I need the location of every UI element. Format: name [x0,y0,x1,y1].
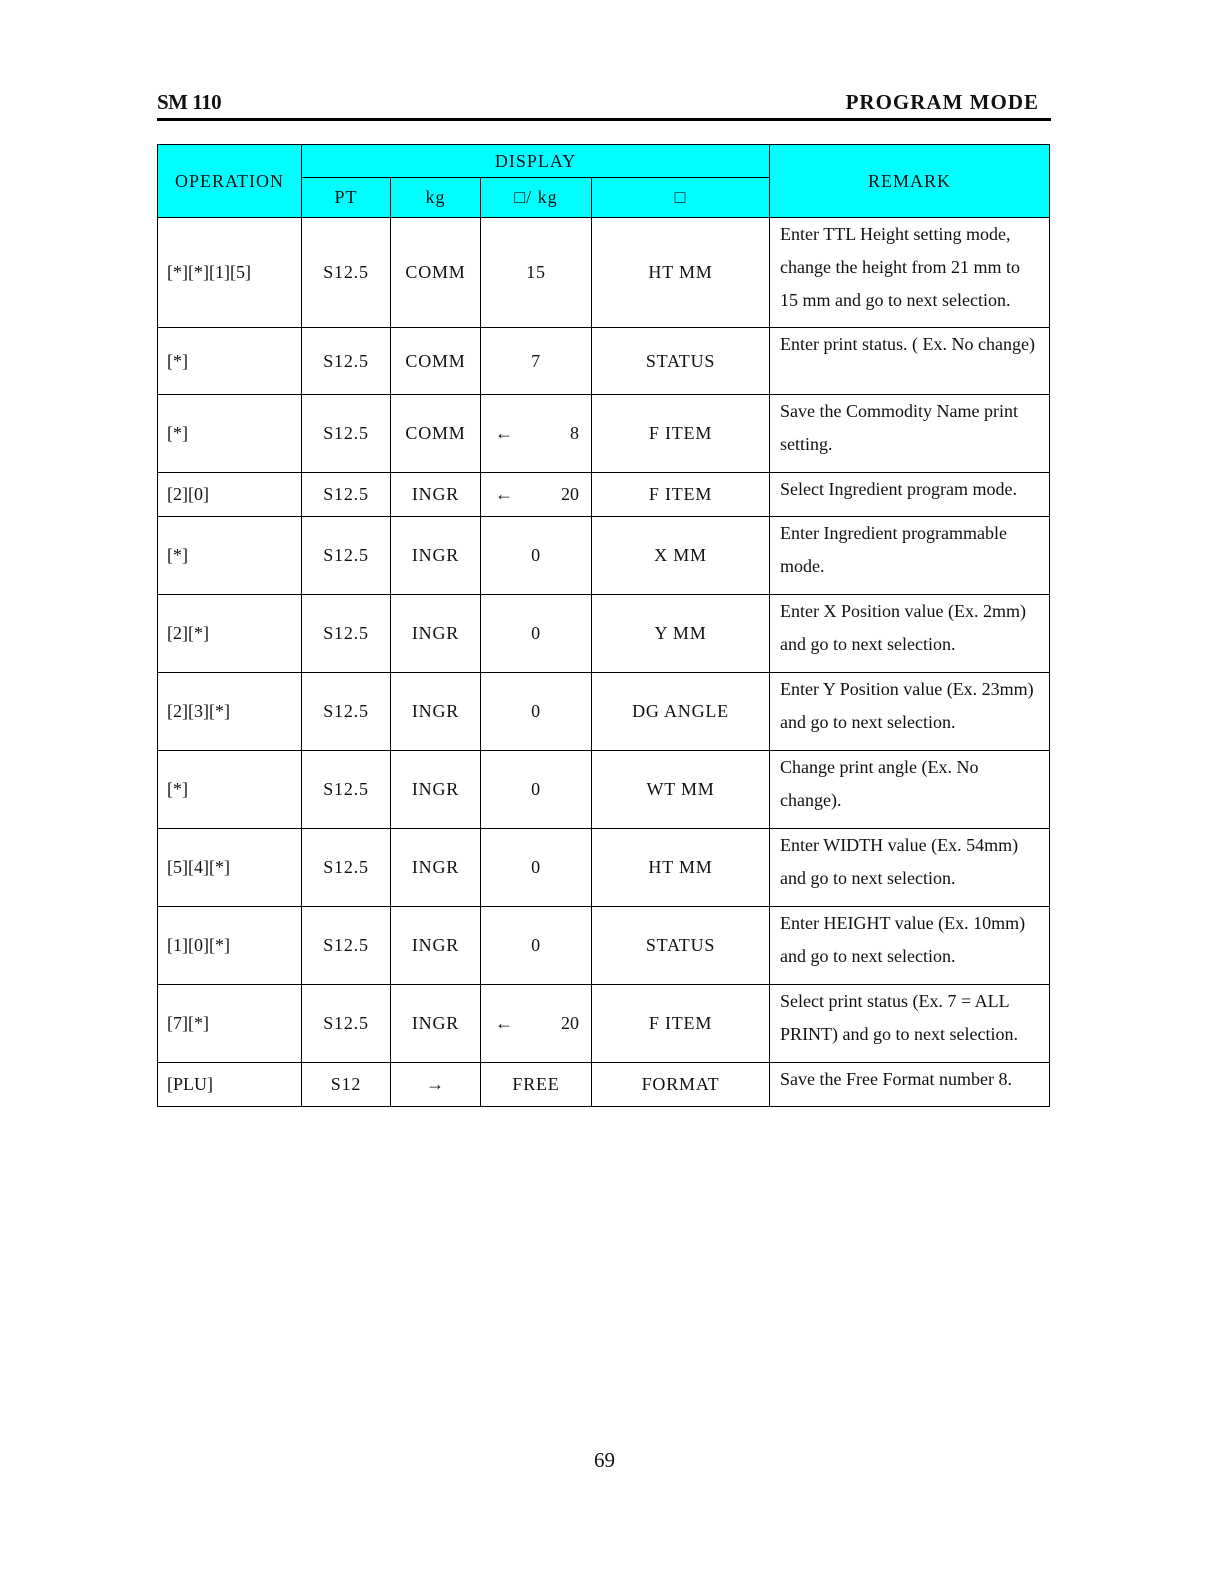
cell-kg: INGR [391,673,481,751]
cell-remark: Enter TTL Height setting mode, change the height from 21 mm to 15 mm and go to next selection. [770,218,1050,328]
cell-kg: INGR [391,985,481,1063]
value-text: FREE [512,1074,560,1094]
value-text: 15 [526,262,546,282]
cell-value [481,907,592,985]
left-arrow-icon: ← [495,423,513,443]
cell-kg: INGR [391,595,481,673]
cell-pt: S12.5 [302,829,391,907]
table-row [158,751,1050,829]
col-header-remark: REMARK [770,145,1050,218]
left-arrow-icon: ← [495,484,513,504]
cell-display: Y MM [592,595,770,673]
cell-value [481,829,592,907]
cell-remark: Enter X Position value (Ex. 2mm) and go to next selection. [770,595,1050,673]
cell-kg: INGR [391,829,481,907]
cell-kg: COMM [391,395,481,473]
page-number: 69 [594,1448,615,1472]
col-header-operation: OPERATION [158,145,302,218]
value-text: 0 [531,623,541,643]
cell-remark: Save the Free Format number 8. [770,1063,1050,1107]
cell-operation: [*] [158,517,302,595]
value-text: 0 [531,701,541,721]
value-text: 0 [531,857,541,877]
cell-operation: [*] [158,328,302,395]
page-header [157,90,1051,121]
table-row [158,473,1050,517]
table-row [158,1063,1050,1107]
cell-remark: Enter print status. ( Ex. No change) [770,328,1050,395]
header-model: SM 110 [157,90,222,114]
cell-operation: [*] [158,395,302,473]
cell-pt: S12.5 [302,751,391,829]
program-mode-table [157,144,1050,1107]
cell-remark: Enter WIDTH value (Ex. 54mm) and go to next selection. [770,829,1050,907]
cell-pt: S12.5 [302,595,391,673]
cell-value [481,1063,592,1107]
table-row [158,218,1050,328]
value-text: 0 [531,935,541,955]
cell-display: X MM [592,517,770,595]
value-text: 7 [531,350,541,371]
cell-operation: [2][*] [158,595,302,673]
cell-pt: S12.5 [302,907,391,985]
table-body [158,218,1050,1107]
cell-display: STATUS [592,328,770,395]
cell-kg: INGR [391,751,481,829]
cell-kg: COMM [391,328,481,395]
cell-display: DG ANGLE [592,673,770,751]
cell-pt: S12.5 [302,985,391,1063]
subheader-price: □ [592,178,770,218]
cell-kg: INGR [391,473,481,517]
cell-display: F ITEM [592,395,770,473]
left-arrow-icon: ← [495,1013,513,1033]
cell-value [481,328,592,395]
right-arrow-icon: → [391,1063,481,1107]
cell-pt: S12 [302,1063,391,1107]
table-row [158,985,1050,1063]
table-row [158,595,1050,673]
value-text: 20 [561,1013,579,1033]
value-text: 20 [561,484,579,504]
cell-display: F ITEM [592,473,770,517]
cell-operation: [2][3][*] [158,673,302,751]
cell-remark: Select Ingredient program mode. [770,473,1050,517]
table-row [158,673,1050,751]
cell-pt: S12.5 [302,218,391,328]
cell-value [481,595,592,673]
subheader-kg: kg [391,178,481,218]
table-row [158,395,1050,473]
cell-operation: [*] [158,751,302,829]
col-header-display: DISPLAY [302,145,770,178]
cell-operation: [PLU] [158,1063,302,1107]
cell-operation: [7][*] [158,985,302,1063]
cell-kg: INGR [391,907,481,985]
cell-remark: Select print status (Ex. 7 = ALL PRINT) and go to next selection. [770,985,1050,1063]
cell-value [481,517,592,595]
cell-operation: [1][0][*] [158,907,302,985]
cell-pt: S12.5 [302,395,391,473]
cell-operation: [2][0] [158,473,302,517]
cell-remark: Change print angle (Ex. No change). [770,751,1050,829]
cell-display: STATUS [592,907,770,985]
cell-value [481,218,592,328]
table-row [158,829,1050,907]
cell-value [481,985,592,1063]
cell-display: HT MM [592,829,770,907]
cell-remark: Enter Ingredient programmable mode. [770,517,1050,595]
cell-remark: Save the Commodity Name print setting. [770,395,1050,473]
cell-display: F ITEM [592,985,770,1063]
cell-kg: COMM [391,218,481,328]
header-section-title: PROGRAM MODE [845,90,1039,114]
table-row [158,517,1050,595]
table-row [158,907,1050,985]
cell-pt: S12.5 [302,473,391,517]
subheader-price-per-kg: □/ kg [481,178,592,218]
table-row [158,328,1050,395]
cell-display: WT MM [592,751,770,829]
cell-value [481,751,592,829]
subheader-pt: PT [302,178,391,218]
cell-display: FORMAT [592,1063,770,1107]
cell-remark: Enter Y Position value (Ex. 23mm) and go to next selection. [770,673,1050,751]
cell-pt: S12.5 [302,328,391,395]
value-text: 0 [531,779,541,799]
cell-value [481,673,592,751]
cell-pt: S12.5 [302,673,391,751]
cell-kg: INGR [391,517,481,595]
cell-display: HT MM [592,218,770,328]
value-text: 0 [531,545,541,565]
value-text: 8 [570,423,579,443]
cell-value [481,395,592,473]
cell-remark: Enter HEIGHT value (Ex. 10mm) and go to next selection. [770,907,1050,985]
cell-pt: S12.5 [302,517,391,595]
cell-operation: [5][4][*] [158,829,302,907]
cell-value [481,473,592,517]
cell-operation: [*][*][1][5] [158,218,302,328]
